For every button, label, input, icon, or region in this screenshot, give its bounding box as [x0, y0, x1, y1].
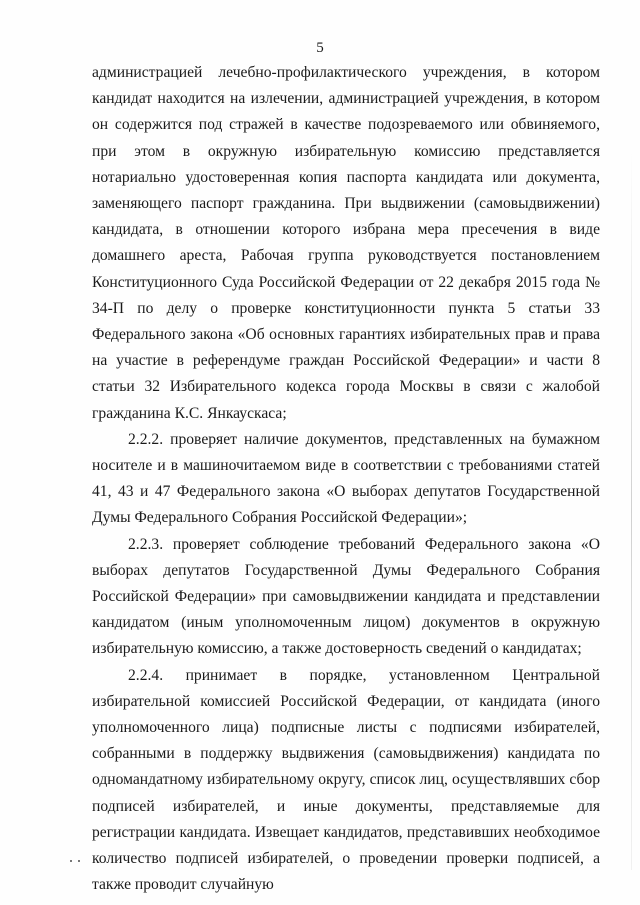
scan-artifact-dot [78, 860, 80, 862]
paragraph-continuation: администрацией лечебно-профилактического учреждения, в котором кандидат находится на излечении, администрацией учреждения, в котором он содержится под стражей в качестве подозреваемого или обвиняемого, при этом в окружную избирательную комиссию представляется нотариально удостоверенная копия паспорта кандидата или документа, заменяющего паспорт гражданина. При выдвижении (самовыдвижении) кандидата, в отношении которого избрана мера пресечения в виде домашнего ареста, Рабочая группа руководствуется постановлением Конституционного Суда Российской Федерации от 22 декабря 2015 года № 34-П по делу о проверке конституционности пункта 5 статьи 33 Федерального закона «Об основных гарантиях избирательных прав и права на участие в референдуме граждан Российской Федерации» и части 8 статьи 32 Избирательного кодекса города Москвы в связи с жалобой гражданина К.С. Янкаускаса; [92, 64, 600, 422]
scan-edge-shadow [631, 150, 632, 870]
document-body [92, 60, 600, 899]
paragraph-2-2-3: 2.2.3. проверяет соблюдение требований Федерального закона «О выборах депутатов Государственной Думы Федерального Собрания Российской Федерации» при самовыдвижении кандидата и представлении кандидатом (иным уполномоченным лицом) документов в окружную избирательную комиссию, а также достоверность сведений о кандидатах; [92, 535, 600, 658]
paragraph-2-2-2: 2.2.2. проверяет наличие документов, представленных на бумажном носителе и в машиночитаемом виде в соответствии с требованиями статей 41, 43 и 47 Федерального закона «О выборах депутатов Государственной Думы Федерального Собрания Российской Федерации»; [92, 430, 600, 527]
paragraph-2-2-4: 2.2.4. принимает в порядке, установленном Центральной избирательной комиссией Российской Федерации, от кандидата (иного уполномоченного лица) подписные листы с подписями избирателей, собранными в поддержку выдвижения (самовыдвижения) кандидата по одномандатному избирательному округу, список лиц, осуществлявших сбор подписей избирателей, и иные документы, представляемые для регистрации кандидата. Извещает кандидатов, представивших необходимое количество подписей избирателей, о проведении проверки подписей, а также проводит случайную [92, 666, 600, 894]
page-number: 5 [316, 40, 324, 56]
scan-artifact-dot [70, 860, 72, 862]
